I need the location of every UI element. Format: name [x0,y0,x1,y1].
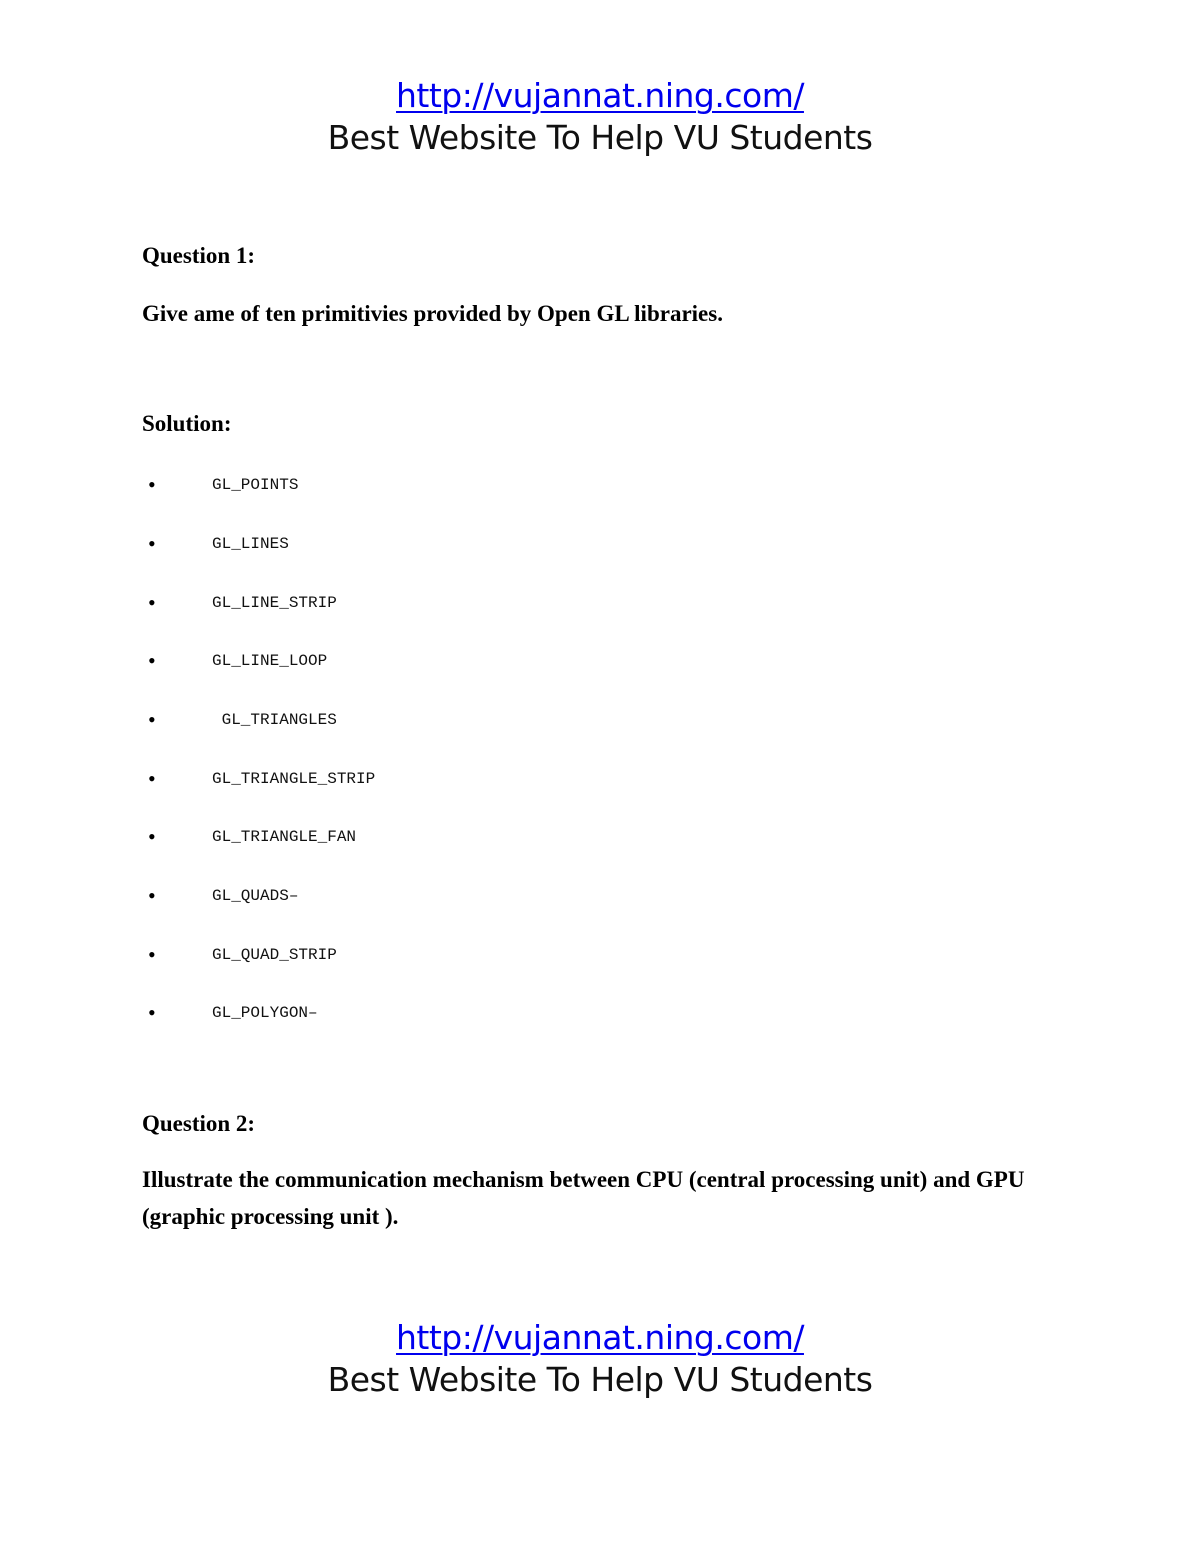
list-item-text: GL_POINTS [212,476,299,494]
bullet-icon: • [148,1000,156,1025]
site-link-bottom[interactable]: http://vujannat.ning.com/ [396,1318,804,1357]
bullet-icon: • [148,707,156,732]
list-item-text: GL_LINE_LOOP [212,652,328,670]
list-item-text: GL_TRIANGLE_STRIP [212,770,376,788]
list-item [142,705,742,735]
bullet-icon: • [148,883,156,908]
list-item-text: GL_LINES [212,535,289,553]
list-item-text: GL_LINE_STRIP [212,594,337,612]
list-item [142,881,742,911]
list-item [142,529,742,559]
question-1-label: Question 1: [142,243,256,268]
question-2-label: Question 2: [142,1111,256,1136]
list-item-text: GL_QUAD_STRIP [212,946,337,964]
list-item [142,588,742,618]
list-item [142,646,742,676]
list-item [142,470,742,500]
list-item-text: GL_QUADS– [212,887,299,905]
bullet-icon: • [148,472,156,497]
bullet-icon: • [148,590,156,615]
question-2-text: Illustrate the communication mechanism between CPU (central processing unit) and GPU (graphic processing unit ). [142,1167,1025,1229]
site-tagline-top: Best Website To Help VU Students [327,118,873,157]
site-tagline-bottom: Best Website To Help VU Students [327,1360,873,1399]
site-link-top[interactable]: http://vujannat.ning.com/ [396,76,804,115]
list-item [142,998,742,1028]
solution-label: Solution: [142,411,232,436]
bullet-icon: • [148,766,156,791]
list-item-text: GL_TRIANGLES [212,711,337,729]
bullet-icon: • [148,824,156,849]
header-bottom [0,1318,1200,1402]
question-1-text: Give ame of ten primitivies provided by Open GL libraries. [142,301,723,326]
list-item-text: GL_POLYGON– [212,1004,318,1022]
list-item [142,940,742,970]
bullet-icon: • [148,531,156,556]
list-item-text: GL_TRIANGLE_FAN [212,828,357,846]
list-item [142,822,742,852]
header-top [0,76,1200,160]
list-item [142,764,742,794]
bullet-icon: • [148,648,156,673]
bullet-icon: • [148,942,156,967]
